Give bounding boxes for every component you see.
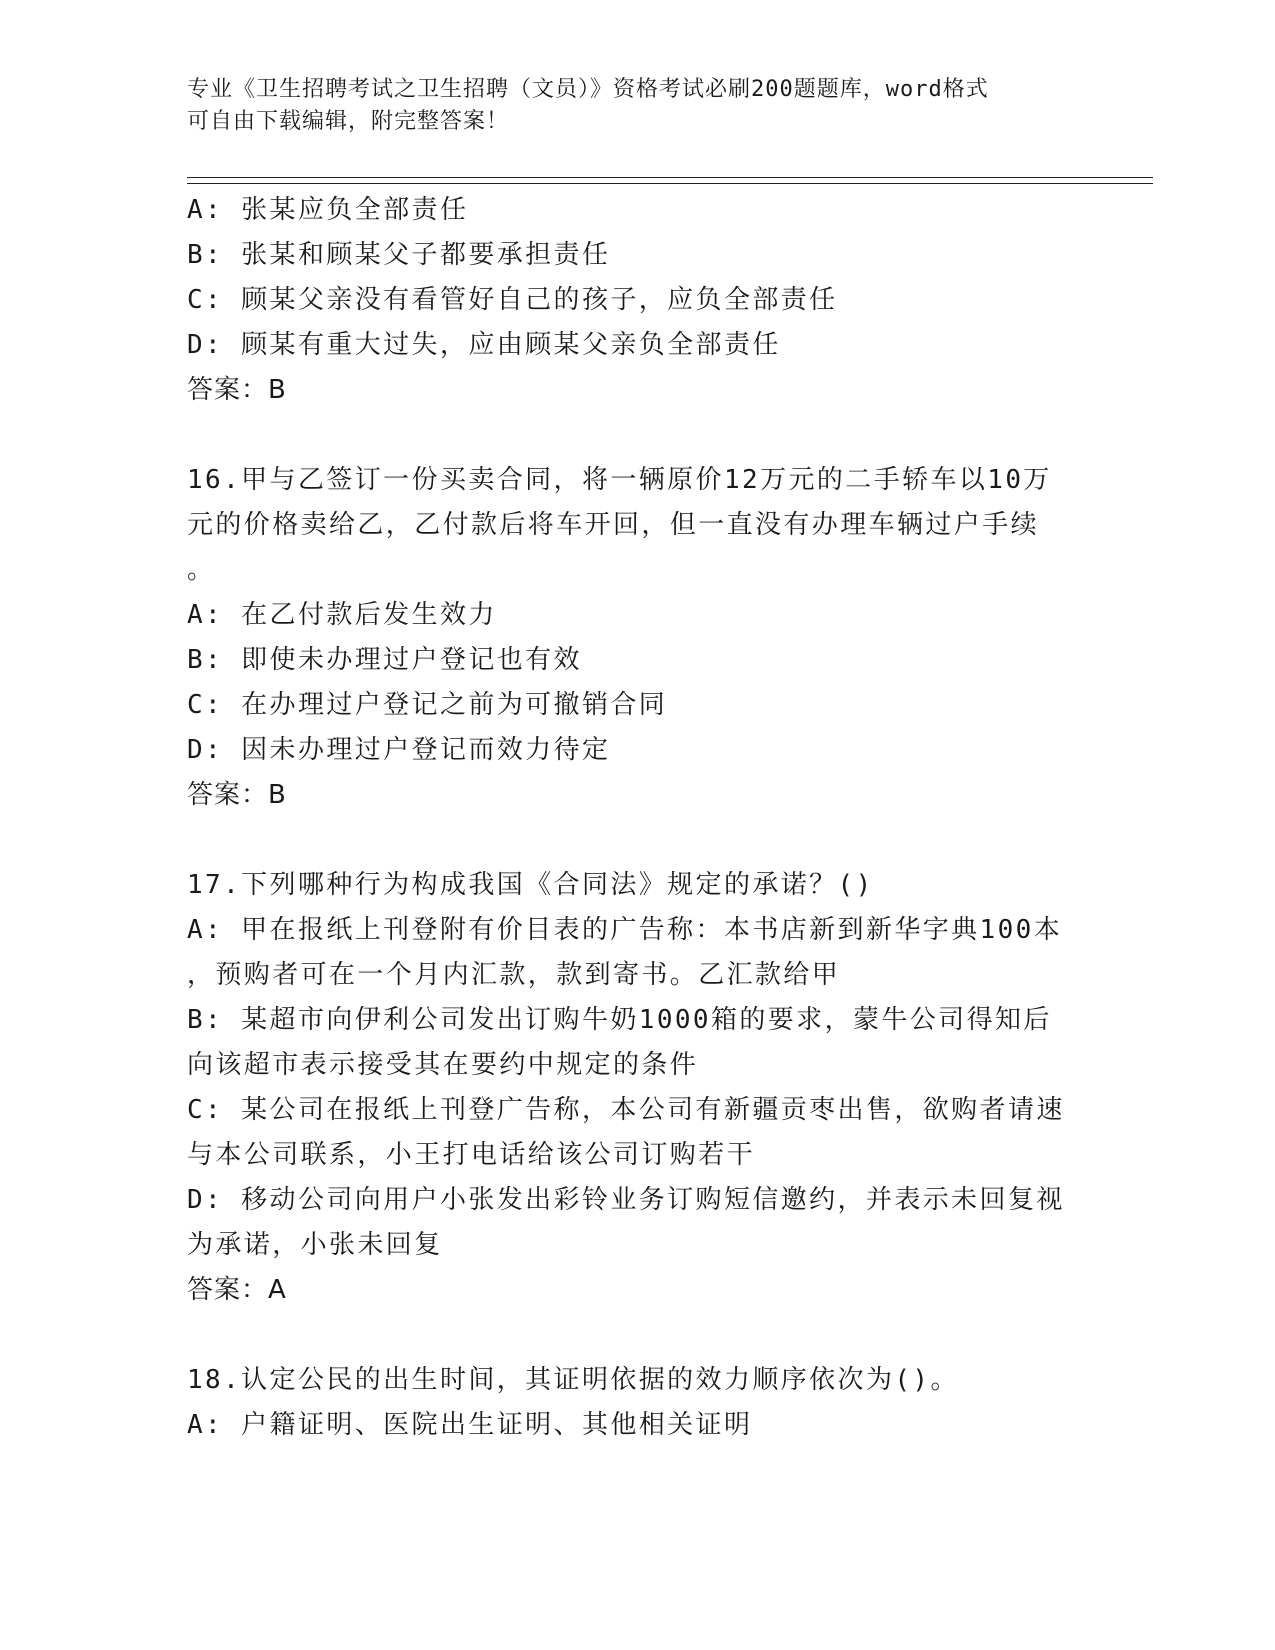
option-a-continued: ，预购者可在一个月内汇款，款到寄书。乙汇款给甲 xyxy=(187,960,841,990)
question-16 xyxy=(187,458,1087,818)
option-b-continued: 向该超市表示接受其在要约中规定的条件 xyxy=(187,1050,699,1080)
option-d: D: 移动公司向用户小张发出彩铃业务订购短信邀约，并表示未回复视 xyxy=(187,1185,1065,1215)
header-divider-top xyxy=(187,177,1153,178)
question-stem: 元的价格卖给乙，乙付款后将车开回，但一直没有办理车辆过户手续 xyxy=(187,510,1040,540)
option-b: B: 某超市向伊利公司发出订购牛奶1000箱的要求，蒙牛公司得知后 xyxy=(187,1005,1052,1035)
option-a: A: 户籍证明、医院出生证明、其他相关证明 xyxy=(187,1410,753,1440)
option-d: D: 因未办理过户登记而效力待定 xyxy=(187,735,611,765)
option-c: C: 某公司在报纸上刊登广告称，本公司有新疆贡枣出售，欲购者请速 xyxy=(187,1095,1065,1125)
option-b: B: 张某和顾某父子都要承担责任 xyxy=(187,240,611,270)
question-stem: 16.甲与乙签订一份买卖合同，将一辆原价12万元的二手轿车以10万 xyxy=(187,465,1052,495)
option-a: A: 张某应负全部责任 xyxy=(187,195,469,225)
answer: 答案：B xyxy=(187,780,287,810)
option-b: B: 即使未办理过户登记也有效 xyxy=(187,645,582,675)
question-17 xyxy=(187,863,1087,1313)
answer: 答案：A xyxy=(187,1275,287,1305)
spacer xyxy=(187,1313,1087,1358)
question-stem: 17.下列哪种行为构成我国《合同法》规定的承诺？() xyxy=(187,870,874,900)
option-d: D: 顾某有重大过失，应由顾某父亲负全部责任 xyxy=(187,330,781,360)
question-stem: 。 xyxy=(187,555,216,585)
spacer xyxy=(187,818,1087,863)
option-a: A: 在乙付款后发生效力 xyxy=(187,600,497,630)
header-line-2: 可自由下载编辑，附完整答案！ xyxy=(187,109,510,134)
question-15 xyxy=(187,188,1087,413)
question-stem: 18.认定公民的出生时间，其证明依据的效力顺序依次为()。 xyxy=(187,1365,959,1395)
option-c: C: 顾某父亲没有看管好自己的孩子，应负全部责任 xyxy=(187,285,838,315)
document-header xyxy=(187,74,1067,138)
option-a: A: 甲在报纸上刊登附有价目表的广告称：本书店新到新华字典100本 xyxy=(187,915,1063,945)
option-d-continued: 为承诺，小张未回复 xyxy=(187,1230,443,1260)
header-line-1: 专业《卫生招聘考试之卫生招聘（文员）》资格考试必刷200题题库，word格式 xyxy=(187,77,989,102)
question-list xyxy=(187,188,1087,1448)
option-c-continued: 与本公司联系，小王打电话给该公司订购若干 xyxy=(187,1140,756,1170)
option-c: C: 在办理过户登记之前为可撤销合同 xyxy=(187,690,668,720)
header-divider-bottom xyxy=(187,183,1153,184)
answer: 答案：B xyxy=(187,375,287,405)
question-18 xyxy=(187,1358,1087,1448)
spacer xyxy=(187,413,1087,458)
